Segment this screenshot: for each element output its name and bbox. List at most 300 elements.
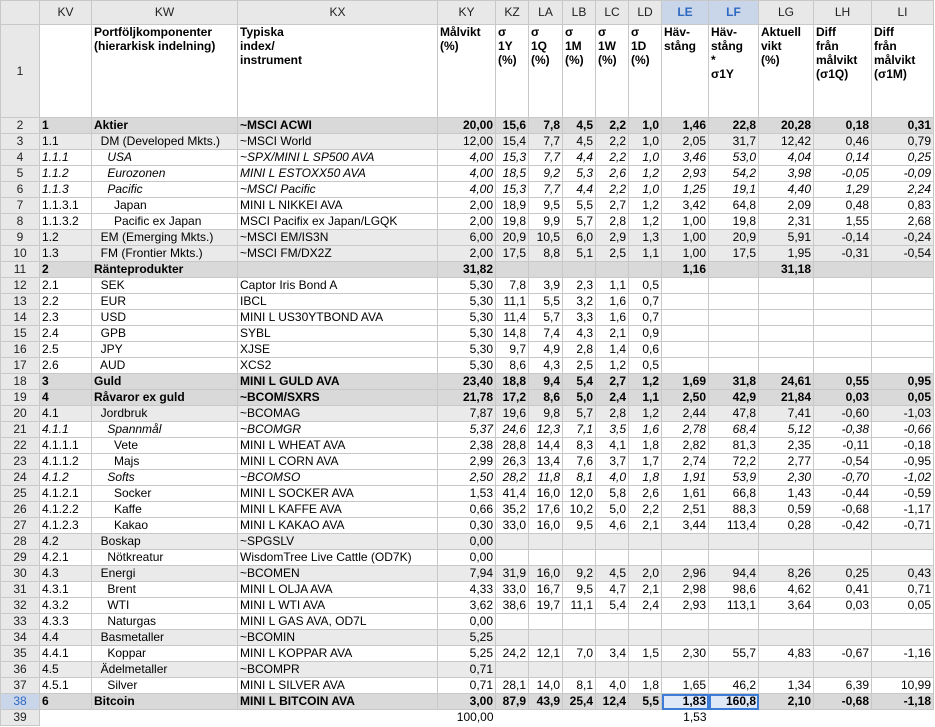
cell-la[interactable]: 4,9: [529, 342, 563, 358]
cell-lg[interactable]: 2,35: [759, 438, 814, 454]
row-header[interactable]: 8: [1, 214, 40, 230]
cell-le[interactable]: 2,30: [662, 646, 709, 662]
header-cell[interactable]: Målvikt (%): [438, 25, 496, 118]
cell-lf[interactable]: 113,1: [709, 598, 759, 614]
cell-ky[interactable]: 5,30: [438, 358, 496, 374]
cell-kx[interactable]: IBCL: [238, 294, 438, 310]
cell-la[interactable]: 16,0: [529, 518, 563, 534]
cell-lc[interactable]: 3,7: [596, 454, 629, 470]
cell-kx[interactable]: MINI L KAFFE AVA: [238, 502, 438, 518]
cell-lc[interactable]: 1,6: [596, 310, 629, 326]
cell-lc[interactable]: 4,0: [596, 470, 629, 486]
cell-kx[interactable]: ~BCOMPR: [238, 662, 438, 678]
cell-kw[interactable]: GPB: [92, 326, 238, 342]
cell-lg[interactable]: 21,84: [759, 390, 814, 406]
cell-li[interactable]: 2,24: [872, 182, 934, 198]
cell-kz[interactable]: 18,5: [496, 166, 529, 182]
cell-kx[interactable]: ~MSCI World: [238, 134, 438, 150]
cell-kz[interactable]: 24,6: [496, 422, 529, 438]
cell-ky[interactable]: 0,66: [438, 502, 496, 518]
cell-ld[interactable]: 1,1: [629, 246, 662, 262]
cell-lb[interactable]: [563, 262, 596, 278]
header-cell[interactable]: Diff från målvikt (σ1Q): [814, 25, 872, 118]
cell-le[interactable]: [662, 630, 709, 646]
cell-ld[interactable]: 1,0: [629, 118, 662, 134]
cell-lc[interactable]: 2,7: [596, 374, 629, 390]
cell-lc[interactable]: 2,7: [596, 198, 629, 214]
cell-lh[interactable]: [814, 326, 872, 342]
cell-lh[interactable]: 0,03: [814, 598, 872, 614]
cell-ky[interactable]: 3,62: [438, 598, 496, 614]
column-header-lc[interactable]: LC: [596, 1, 629, 25]
cell-kw[interactable]: Kaffe: [92, 502, 238, 518]
cell-la[interactable]: 12,3: [529, 422, 563, 438]
cell-kx[interactable]: ~BCOM/SXRS: [238, 390, 438, 406]
cell-ky[interactable]: 5,30: [438, 294, 496, 310]
cell-la[interactable]: 43,9: [529, 694, 563, 710]
cell-kv[interactable]: 6: [40, 694, 92, 710]
cell-le[interactable]: 1,65: [662, 678, 709, 694]
cell-li[interactable]: -0,95: [872, 454, 934, 470]
cell-le[interactable]: 2,96: [662, 566, 709, 582]
cell-lf[interactable]: 46,2: [709, 678, 759, 694]
cell-kw[interactable]: Silver: [92, 678, 238, 694]
cell-la[interactable]: 5,7: [529, 310, 563, 326]
cell-lc[interactable]: 2,8: [596, 214, 629, 230]
cell-kx[interactable]: MSCI Pacifix ex Japan/LGQK: [238, 214, 438, 230]
cell-kv[interactable]: 4.1.1.2: [40, 454, 92, 470]
cell-lg[interactable]: [759, 278, 814, 294]
row-header[interactable]: 35: [1, 646, 40, 662]
cell-kx[interactable]: MINI L OLJA AVA: [238, 582, 438, 598]
cell-ky[interactable]: 1,53: [438, 486, 496, 502]
cell-lc[interactable]: [596, 262, 629, 278]
cell-ky[interactable]: 5,25: [438, 630, 496, 646]
empty-cell[interactable]: [238, 710, 438, 726]
header-cell[interactable]: Häv- stång * σ1Y: [709, 25, 759, 118]
row-header[interactable]: 29: [1, 550, 40, 566]
cell-lg[interactable]: [759, 358, 814, 374]
cell-li[interactable]: 0,25: [872, 150, 934, 166]
cell-le[interactable]: [662, 342, 709, 358]
cell-ld[interactable]: 1,2: [629, 214, 662, 230]
cell-kv[interactable]: 1.1.2: [40, 166, 92, 182]
cell-li[interactable]: -0,54: [872, 246, 934, 262]
cell-ky[interactable]: 2,00: [438, 214, 496, 230]
cell-kv[interactable]: 1.1.3: [40, 182, 92, 198]
cell-ld[interactable]: 1,0: [629, 150, 662, 166]
cell-kx[interactable]: ~MSCI Pacific: [238, 182, 438, 198]
cell-kw[interactable]: USD: [92, 310, 238, 326]
cell-kv[interactable]: 1: [40, 118, 92, 134]
cell-li[interactable]: -0,71: [872, 518, 934, 534]
cell-ky[interactable]: 20,00: [438, 118, 496, 134]
cell-le[interactable]: 2,93: [662, 166, 709, 182]
cell-lb[interactable]: 8,1: [563, 470, 596, 486]
cell-lc[interactable]: 1,1: [596, 278, 629, 294]
cell-lh[interactable]: [814, 278, 872, 294]
cell-kx[interactable]: XJSE: [238, 342, 438, 358]
cell-kv[interactable]: 2.5: [40, 342, 92, 358]
cell-kz[interactable]: 28,1: [496, 678, 529, 694]
cell-kw[interactable]: Bitcoin: [92, 694, 238, 710]
target-weight-total[interactable]: 100,00: [438, 710, 496, 726]
cell-ld[interactable]: 1,8: [629, 470, 662, 486]
cell-lc[interactable]: 4,5: [596, 566, 629, 582]
cell-ky[interactable]: 5,30: [438, 326, 496, 342]
row-header[interactable]: 32: [1, 598, 40, 614]
cell-ky[interactable]: 6,00: [438, 230, 496, 246]
cell-kz[interactable]: 15,4: [496, 134, 529, 150]
cell-kz[interactable]: 35,2: [496, 502, 529, 518]
cell-lg[interactable]: 2,30: [759, 470, 814, 486]
cell-ky[interactable]: 5,30: [438, 342, 496, 358]
cell-kv[interactable]: 4.4: [40, 630, 92, 646]
cell-ld[interactable]: 1,1: [629, 390, 662, 406]
cell-le[interactable]: [662, 326, 709, 342]
header-cell[interactable]: Portföljkomponenter (hierarkisk indelning): [92, 25, 238, 118]
cell-lg[interactable]: 2,10: [759, 694, 814, 710]
cell-lh[interactable]: 0,03: [814, 390, 872, 406]
cell-le[interactable]: 1,91: [662, 470, 709, 486]
cell-ld[interactable]: 0,5: [629, 358, 662, 374]
cell-la[interactable]: 9,9: [529, 214, 563, 230]
cell-lb[interactable]: 4,4: [563, 150, 596, 166]
cell-kz[interactable]: 15,3: [496, 150, 529, 166]
cell-ky[interactable]: 0,30: [438, 518, 496, 534]
cell-lf[interactable]: [709, 294, 759, 310]
cell-kv[interactable]: 2.3: [40, 310, 92, 326]
cell-lg[interactable]: 3,64: [759, 598, 814, 614]
cell-la[interactable]: [529, 262, 563, 278]
cell-lh[interactable]: 0,46: [814, 134, 872, 150]
cell-lc[interactable]: 2,1: [596, 326, 629, 342]
cell-lf[interactable]: 113,4: [709, 518, 759, 534]
cell-kx[interactable]: [238, 262, 438, 278]
cell-ld[interactable]: 5,5: [629, 694, 662, 710]
cell-ld[interactable]: 2,4: [629, 598, 662, 614]
cell-le[interactable]: 2,44: [662, 406, 709, 422]
cell-lf[interactable]: 53,9: [709, 470, 759, 486]
column-header-le[interactable]: LE: [662, 1, 709, 25]
cell-lh[interactable]: [814, 294, 872, 310]
cell-lf[interactable]: 17,5: [709, 246, 759, 262]
row-header[interactable]: 10: [1, 246, 40, 262]
cell-li[interactable]: [872, 278, 934, 294]
cell-lg[interactable]: 4,04: [759, 150, 814, 166]
row-header[interactable]: 12: [1, 278, 40, 294]
cell-lb[interactable]: [563, 630, 596, 646]
cell-kz[interactable]: 17,2: [496, 390, 529, 406]
cell-lf[interactable]: 160,8: [709, 694, 759, 710]
row-header[interactable]: 31: [1, 582, 40, 598]
cell-la[interactable]: 9,5: [529, 198, 563, 214]
cell-lh[interactable]: -0,14: [814, 230, 872, 246]
cell-lb[interactable]: 9,5: [563, 518, 596, 534]
cell-kw[interactable]: Socker: [92, 486, 238, 502]
cell-le[interactable]: 1,00: [662, 246, 709, 262]
cell-ld[interactable]: 1,0: [629, 134, 662, 150]
empty-cell[interactable]: [529, 710, 563, 726]
cell-le[interactable]: 2,50: [662, 390, 709, 406]
cell-lb[interactable]: 4,5: [563, 118, 596, 134]
cell-kz[interactable]: 87,9: [496, 694, 529, 710]
cell-ky[interactable]: 7,94: [438, 566, 496, 582]
cell-ky[interactable]: 2,38: [438, 438, 496, 454]
cell-le[interactable]: 3,46: [662, 150, 709, 166]
cell-lb[interactable]: 8,3: [563, 438, 596, 454]
cell-kz[interactable]: 38,6: [496, 598, 529, 614]
cell-lf[interactable]: [709, 342, 759, 358]
cell-lf[interactable]: [709, 278, 759, 294]
cell-lh[interactable]: [814, 358, 872, 374]
cell-lc[interactable]: 5,0: [596, 502, 629, 518]
header-cell[interactable]: Aktuell vikt (%): [759, 25, 814, 118]
cell-ky[interactable]: 0,00: [438, 614, 496, 630]
cell-li[interactable]: -1,18: [872, 694, 934, 710]
cell-la[interactable]: [529, 534, 563, 550]
cell-le[interactable]: [662, 278, 709, 294]
cell-le[interactable]: 1,00: [662, 214, 709, 230]
cell-lg[interactable]: [759, 534, 814, 550]
cell-kz[interactable]: [496, 262, 529, 278]
cell-lg[interactable]: [759, 310, 814, 326]
cell-lg[interactable]: [759, 294, 814, 310]
cell-li[interactable]: -1,17: [872, 502, 934, 518]
cell-kx[interactable]: SYBL: [238, 326, 438, 342]
cell-ky[interactable]: 12,00: [438, 134, 496, 150]
cell-kv[interactable]: 4.1.1.1: [40, 438, 92, 454]
cell-li[interactable]: -0,66: [872, 422, 934, 438]
cell-lc[interactable]: 4,6: [596, 518, 629, 534]
cell-kx[interactable]: ~BCOMEN: [238, 566, 438, 582]
cell-ld[interactable]: 0,7: [629, 294, 662, 310]
cell-kv[interactable]: 4.1.2: [40, 470, 92, 486]
row-header[interactable]: 18: [1, 374, 40, 390]
cell-la[interactable]: 16,7: [529, 582, 563, 598]
empty-cell[interactable]: [872, 710, 934, 726]
cell-li[interactable]: [872, 342, 934, 358]
cell-lc[interactable]: [596, 614, 629, 630]
cell-kx[interactable]: ~BCOMGR: [238, 422, 438, 438]
cell-lf[interactable]: 42,9: [709, 390, 759, 406]
cell-lf[interactable]: 55,7: [709, 646, 759, 662]
cell-la[interactable]: [529, 550, 563, 566]
cell-lf[interactable]: [709, 310, 759, 326]
cell-li[interactable]: 0,43: [872, 566, 934, 582]
cell-lc[interactable]: [596, 630, 629, 646]
cell-kw[interactable]: Ränteprodukter: [92, 262, 238, 278]
cell-kv[interactable]: 4: [40, 390, 92, 406]
cell-lg[interactable]: 0,59: [759, 502, 814, 518]
cell-le[interactable]: [662, 550, 709, 566]
row-header[interactable]: 38: [1, 694, 40, 710]
cell-lb[interactable]: 11,1: [563, 598, 596, 614]
cell-ky[interactable]: 0,00: [438, 534, 496, 550]
cell-lb[interactable]: 3,3: [563, 310, 596, 326]
cell-kw[interactable]: Boskap: [92, 534, 238, 550]
cell-kv[interactable]: 4.1.2.1: [40, 486, 92, 502]
cell-kw[interactable]: Pacific: [92, 182, 238, 198]
cell-kw[interactable]: Brent: [92, 582, 238, 598]
cell-le[interactable]: 1,46: [662, 118, 709, 134]
cell-ld[interactable]: 1,2: [629, 374, 662, 390]
cell-lg[interactable]: 2,77: [759, 454, 814, 470]
cell-kx[interactable]: MINI L SOCKER AVA: [238, 486, 438, 502]
row-header[interactable]: 30: [1, 566, 40, 582]
cell-kw[interactable]: Eurozonen: [92, 166, 238, 182]
cell-la[interactable]: 16,0: [529, 486, 563, 502]
cell-ld[interactable]: 2,1: [629, 582, 662, 598]
cell-kw[interactable]: Guld: [92, 374, 238, 390]
cell-kx[interactable]: MINI L CORN AVA: [238, 454, 438, 470]
cell-kx[interactable]: Captor Iris Bond A: [238, 278, 438, 294]
cell-kz[interactable]: 18,9: [496, 198, 529, 214]
cell-le[interactable]: [662, 358, 709, 374]
column-header-ky[interactable]: KY: [438, 1, 496, 25]
cell-li[interactable]: [872, 310, 934, 326]
empty-cell[interactable]: [759, 710, 814, 726]
cell-kz[interactable]: 15,3: [496, 182, 529, 198]
cell-ky[interactable]: 3,00: [438, 694, 496, 710]
row-header[interactable]: 13: [1, 294, 40, 310]
header-cell[interactable]: Typiska index/ instrument: [238, 25, 438, 118]
cell-lc[interactable]: 12,4: [596, 694, 629, 710]
cell-ky[interactable]: 4,00: [438, 166, 496, 182]
cell-kw[interactable]: FM (Frontier Mkts.): [92, 246, 238, 262]
cell-la[interactable]: 10,5: [529, 230, 563, 246]
cell-lb[interactable]: 5,4: [563, 374, 596, 390]
cell-lf[interactable]: 31,7: [709, 134, 759, 150]
cell-ld[interactable]: 0,5: [629, 278, 662, 294]
cell-le[interactable]: 1,25: [662, 182, 709, 198]
cell-kx[interactable]: MINI L WHEAT AVA: [238, 438, 438, 454]
column-header-lh[interactable]: LH: [814, 1, 872, 25]
cell-kx[interactable]: ~MSCI ACWI: [238, 118, 438, 134]
empty-cell[interactable]: [40, 710, 92, 726]
cell-lb[interactable]: 2,3: [563, 278, 596, 294]
cell-lh[interactable]: 0,55: [814, 374, 872, 390]
cell-li[interactable]: -0,24: [872, 230, 934, 246]
cell-kz[interactable]: 15,6: [496, 118, 529, 134]
column-header-kv[interactable]: KV: [40, 1, 92, 25]
cell-kw[interactable]: JPY: [92, 342, 238, 358]
cell-lh[interactable]: -0,54: [814, 454, 872, 470]
cell-li[interactable]: -1,03: [872, 406, 934, 422]
cell-le[interactable]: 2,05: [662, 134, 709, 150]
cell-lc[interactable]: 1,6: [596, 294, 629, 310]
cell-lg[interactable]: [759, 550, 814, 566]
cell-lf[interactable]: 68,4: [709, 422, 759, 438]
cell-li[interactable]: [872, 614, 934, 630]
cell-kw[interactable]: Softs: [92, 470, 238, 486]
cell-lc[interactable]: 2,6: [596, 166, 629, 182]
cell-lb[interactable]: 10,2: [563, 502, 596, 518]
cell-lf[interactable]: 31,8: [709, 374, 759, 390]
cell-ld[interactable]: 0,6: [629, 342, 662, 358]
header-cell[interactable]: σ 1D (%): [629, 25, 662, 118]
cell-ky[interactable]: 5,37: [438, 422, 496, 438]
cell-lf[interactable]: 66,8: [709, 486, 759, 502]
empty-cell[interactable]: [496, 710, 529, 726]
cell-kx[interactable]: ~SPX/MINI L SP500 AVA: [238, 150, 438, 166]
cell-li[interactable]: [872, 358, 934, 374]
cell-lh[interactable]: -0,68: [814, 502, 872, 518]
cell-ld[interactable]: 1,7: [629, 454, 662, 470]
cell-la[interactable]: 17,6: [529, 502, 563, 518]
cell-kx[interactable]: ~BCOMAG: [238, 406, 438, 422]
cell-kw[interactable]: DM (Developed Mkts.): [92, 134, 238, 150]
cell-kz[interactable]: 20,9: [496, 230, 529, 246]
cell-lc[interactable]: 2,8: [596, 406, 629, 422]
cell-lg[interactable]: 20,28: [759, 118, 814, 134]
cell-la[interactable]: 12,1: [529, 646, 563, 662]
cell-kz[interactable]: 17,5: [496, 246, 529, 262]
cell-ld[interactable]: 1,2: [629, 166, 662, 182]
header-cell[interactable]: Häv- stång: [662, 25, 709, 118]
cell-kw[interactable]: EM (Emerging Mkts.): [92, 230, 238, 246]
cell-li[interactable]: 0,83: [872, 198, 934, 214]
row-header[interactable]: 25: [1, 486, 40, 502]
cell-li[interactable]: 2,68: [872, 214, 934, 230]
header-cell[interactable]: σ 1Y (%): [496, 25, 529, 118]
cell-lh[interactable]: -0,70: [814, 470, 872, 486]
cell-lb[interactable]: 5,3: [563, 166, 596, 182]
cell-la[interactable]: 16,0: [529, 566, 563, 582]
row-header[interactable]: 21: [1, 422, 40, 438]
cell-lg[interactable]: [759, 662, 814, 678]
cell-lf[interactable]: 20,9: [709, 230, 759, 246]
cell-lh[interactable]: 0,18: [814, 118, 872, 134]
cell-kz[interactable]: 7,8: [496, 278, 529, 294]
cell-le[interactable]: 3,42: [662, 198, 709, 214]
cell-kv[interactable]: 4.3: [40, 566, 92, 582]
cell-lf[interactable]: [709, 662, 759, 678]
cell-li[interactable]: 0,05: [872, 598, 934, 614]
cell-lf[interactable]: 88,3: [709, 502, 759, 518]
cell-le[interactable]: [662, 614, 709, 630]
cell-lb[interactable]: 4,4: [563, 182, 596, 198]
cell-lg[interactable]: 5,12: [759, 422, 814, 438]
cell-kx[interactable]: MINI L GULD AVA: [238, 374, 438, 390]
cell-li[interactable]: -0,59: [872, 486, 934, 502]
cell-ky[interactable]: 0,71: [438, 678, 496, 694]
cell-ld[interactable]: 1,6: [629, 422, 662, 438]
cell-kv[interactable]: 1.1.3.1: [40, 198, 92, 214]
cell-li[interactable]: [872, 550, 934, 566]
cell-kz[interactable]: 33,0: [496, 518, 529, 534]
cell-lb[interactable]: 2,5: [563, 358, 596, 374]
cell-kw[interactable]: USA: [92, 150, 238, 166]
cell-ld[interactable]: 1,0: [629, 182, 662, 198]
row-header[interactable]: 1: [1, 25, 40, 118]
cell-la[interactable]: 14,4: [529, 438, 563, 454]
cell-lf[interactable]: 19,8: [709, 214, 759, 230]
cell-lf[interactable]: 47,8: [709, 406, 759, 422]
column-header-kw[interactable]: KW: [92, 1, 238, 25]
cell-lh[interactable]: 6,39: [814, 678, 872, 694]
cell-kw[interactable]: AUD: [92, 358, 238, 374]
cell-kv[interactable]: 3: [40, 374, 92, 390]
cell-ky[interactable]: 4,33: [438, 582, 496, 598]
cell-kv[interactable]: 2.6: [40, 358, 92, 374]
cell-kv[interactable]: 4.1: [40, 406, 92, 422]
cell-ky[interactable]: 31,82: [438, 262, 496, 278]
cell-lg[interactable]: 4,83: [759, 646, 814, 662]
row-header[interactable]: 2: [1, 118, 40, 134]
cell-kw[interactable]: Basmetaller: [92, 630, 238, 646]
cell-kx[interactable]: MINI L KAKAO AVA: [238, 518, 438, 534]
